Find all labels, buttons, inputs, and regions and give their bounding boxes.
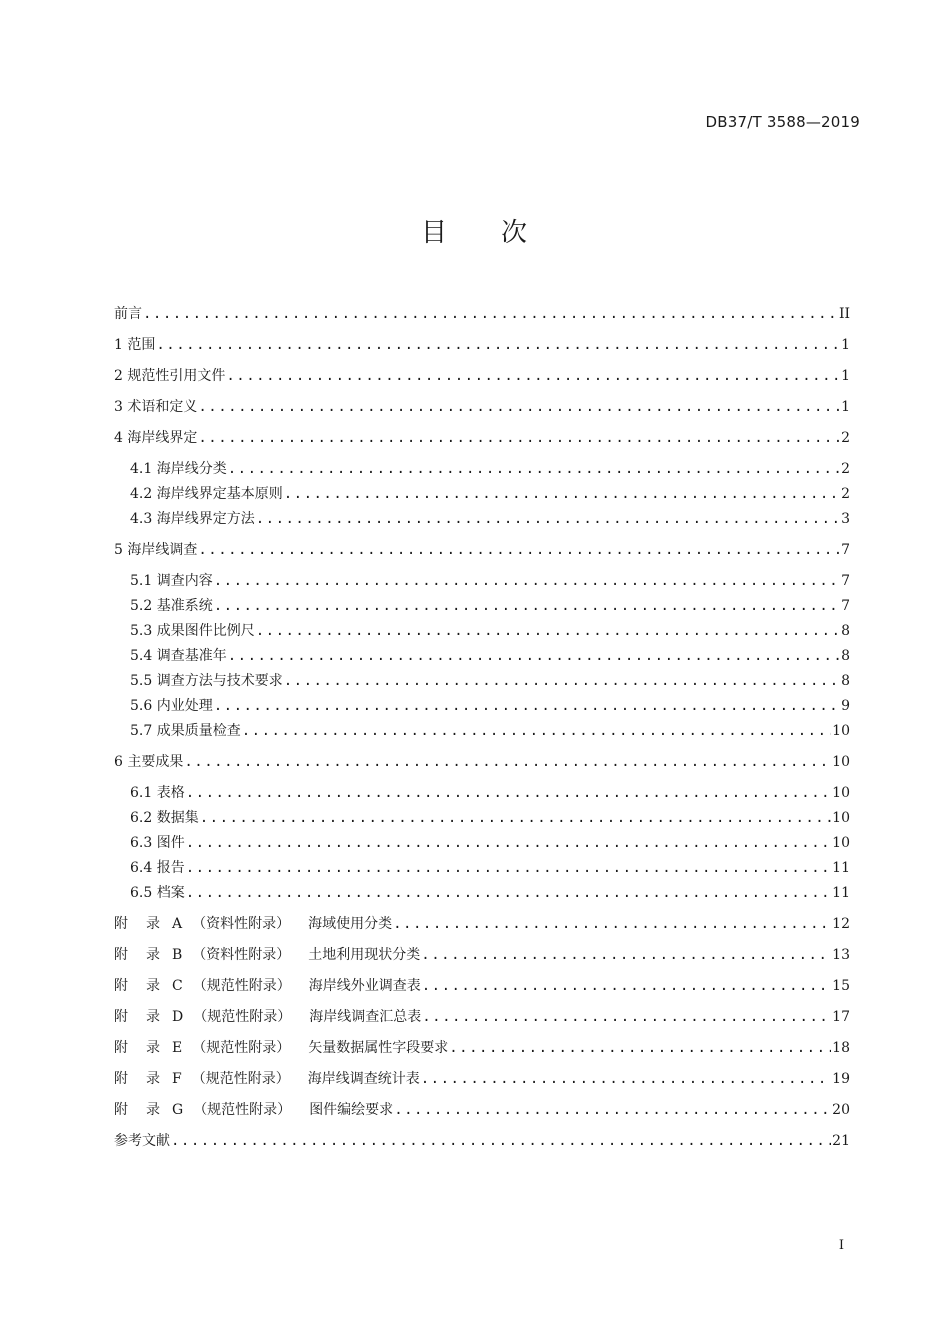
dot-leader [214, 696, 840, 716]
toc-entry-6-2[interactable] [130, 808, 850, 828]
toc-entry-4-1[interactable] [130, 459, 850, 479]
toc-label: 1 范围 [114, 337, 156, 353]
toc-page: 20 [832, 1102, 850, 1118]
toc-entry-foreword[interactable] [114, 304, 850, 324]
toc-label: 2 规范性引用文件 [114, 368, 226, 384]
appendix-word-2: 录 [146, 916, 160, 932]
appendix-word-1: 附 [114, 978, 128, 994]
toc-page: 12 [832, 916, 850, 932]
toc-label: 6.1 表格 [130, 785, 185, 801]
dot-leader [198, 540, 840, 560]
dot-leader [200, 808, 831, 828]
appendix-word-1: 附 [114, 1102, 128, 1118]
dot-leader [228, 646, 840, 666]
toc-page: 10 [832, 754, 850, 770]
toc-entry-appendix-a[interactable] [114, 914, 850, 934]
toc-entry-5[interactable] [114, 540, 850, 560]
appendix-word-2: 录 [146, 978, 160, 994]
dot-leader [394, 1100, 831, 1120]
dot-leader [256, 509, 840, 529]
appendix-kind: （规范性附录） [192, 1040, 291, 1056]
toc-entry-appendix-d[interactable] [114, 1007, 850, 1027]
toc-page: 1 [841, 399, 850, 415]
dot-leader [256, 621, 840, 641]
appendix-title: 海岸线外业调查表 [308, 978, 421, 994]
toc-page: 2 [841, 461, 850, 477]
toc-page: II [838, 306, 850, 322]
toc-entry-6-4[interactable] [130, 858, 850, 878]
title-char-1: 目 [420, 218, 449, 248]
appendix-kind: （资料性附录） [192, 947, 291, 963]
appendix-heading [114, 1069, 420, 1089]
dot-leader [184, 752, 831, 772]
toc-label: 5 海岸线调查 [114, 542, 198, 558]
page-number: I [838, 1238, 844, 1253]
toc-entry-5-3[interactable] [130, 621, 850, 641]
toc-page: 7 [841, 598, 850, 614]
dot-leader [421, 1069, 831, 1089]
toc-label: 5.5 调查方法与技术要求 [130, 673, 283, 689]
toc-entry-6[interactable] [114, 752, 850, 772]
toc-page: 15 [832, 978, 850, 994]
toc-page: 11 [832, 860, 850, 876]
toc-label: 前言 [114, 306, 142, 322]
dot-leader [186, 883, 831, 903]
dot-leader [226, 366, 840, 386]
toc-page: 13 [832, 947, 850, 963]
dot-leader [284, 484, 840, 504]
dot-leader [214, 596, 840, 616]
toc-page: 10 [832, 835, 850, 851]
dot-leader [284, 671, 840, 691]
appendix-word-2: 录 [146, 1071, 160, 1087]
toc-label: 6 主要成果 [114, 754, 184, 770]
toc-label: 3 术语和定义 [114, 399, 198, 415]
appendix-kind: （资料性附录） [192, 916, 291, 932]
toc-page: 9 [841, 698, 850, 714]
dot-leader [186, 858, 831, 878]
appendix-kind: （规范性附录） [192, 978, 291, 994]
toc-page: 17 [832, 1009, 850, 1025]
dot-leader [422, 976, 831, 996]
toc-label: 4.2 海岸线界定基本原则 [130, 486, 283, 502]
dot-leader [449, 1038, 831, 1058]
dot-leader [393, 914, 831, 934]
toc-page: 21 [832, 1133, 850, 1149]
appendix-word-1: 附 [114, 1009, 128, 1025]
appendix-word-1: 附 [114, 1040, 128, 1056]
toc-label: 6.3 图件 [130, 835, 185, 851]
appendix-title: 矢量数据属性字段要求 [308, 1040, 449, 1056]
dot-leader [242, 721, 831, 741]
toc-page: 1 [841, 337, 850, 353]
appendix-heading [114, 945, 420, 965]
toc-label: 5.4 调查基准年 [130, 648, 227, 664]
toc-entry-5-1[interactable] [130, 571, 850, 591]
document-code: DB37/T 3588—2019 [705, 113, 860, 131]
toc-label: 4 海岸线界定 [114, 430, 198, 446]
toc-page: 19 [832, 1071, 850, 1087]
appendix-title: 海岸线调查统计表 [307, 1071, 420, 1087]
toc-entry-6-5[interactable] [130, 883, 850, 903]
toc-page: 18 [832, 1040, 850, 1056]
toc-entry-references[interactable] [114, 1131, 850, 1151]
toc-entry-appendix-c[interactable] [114, 976, 850, 996]
appendix-word-1: 附 [114, 916, 128, 932]
toc-entry-5-6[interactable] [130, 696, 850, 716]
dot-leader [228, 459, 840, 479]
appendix-kind: （规范性附录） [191, 1071, 290, 1087]
toc-entry-5-4[interactable] [130, 646, 850, 666]
toc-page: 10 [832, 810, 850, 826]
appendix-word-2: 录 [146, 1040, 160, 1056]
toc-page: 8 [841, 648, 850, 664]
toc-entry-6-3[interactable] [130, 833, 850, 853]
dot-leader [422, 1007, 831, 1027]
appendix-title: 土地利用现状分类 [308, 947, 421, 963]
toc-page: 10 [832, 723, 850, 739]
appendix-letter: F [172, 1071, 182, 1087]
toc-entry-5-5[interactable] [130, 671, 850, 691]
toc-entry-4-2[interactable] [130, 484, 850, 504]
appendix-letter: D [172, 1009, 184, 1025]
dot-leader [171, 1131, 831, 1151]
appendix-heading [114, 914, 392, 934]
appendix-letter: G [172, 1102, 184, 1118]
toc-entry-2[interactable] [114, 366, 850, 386]
toc-page: 7 [841, 542, 850, 558]
toc-entry-1[interactable] [114, 335, 850, 355]
toc-label: 参考文献 [114, 1133, 170, 1149]
appendix-word-2: 录 [146, 947, 160, 963]
toc-page: 1 [841, 368, 850, 384]
toc-label: 6.2 数据集 [130, 810, 199, 826]
toc-label: 5.7 成果质量检查 [130, 723, 241, 739]
appendix-word-2: 录 [146, 1102, 160, 1118]
appendix-title: 海域使用分类 [308, 916, 393, 932]
dot-leader [198, 397, 840, 417]
toc-entry-appendix-e[interactable] [114, 1038, 850, 1058]
appendix-heading [114, 1100, 393, 1120]
toc-label: 6.5 档案 [130, 885, 185, 901]
toc-label: 5.1 调查内容 [130, 573, 213, 589]
toc-label: 5.6 内业处理 [130, 698, 213, 714]
toc-page: 7 [841, 573, 850, 589]
toc-entry-appendix-g[interactable] [114, 1100, 850, 1120]
dot-leader [186, 783, 831, 803]
toc-page: 11 [832, 885, 850, 901]
appendix-letter: B [172, 947, 183, 963]
dot-leader [186, 833, 831, 853]
appendix-heading [114, 976, 421, 996]
appendix-letter: E [172, 1040, 183, 1056]
appendix-title: 海岸线调查汇总表 [309, 1009, 422, 1025]
toc-label: 4.3 海岸线界定方法 [130, 511, 255, 527]
dot-leader [143, 304, 838, 324]
dot-leader [156, 335, 840, 355]
appendix-heading [114, 1038, 448, 1058]
toc-page: 2 [841, 486, 850, 502]
appendix-heading [114, 1007, 421, 1027]
toc-entry-5-2[interactable] [130, 596, 850, 616]
appendix-kind: （规范性附录） [193, 1009, 292, 1025]
toc-page: 8 [841, 673, 850, 689]
dot-leader [421, 945, 831, 965]
appendix-word-1: 附 [114, 1071, 128, 1087]
toc-label: 5.3 成果图件比例尺 [130, 623, 255, 639]
toc-label: 4.1 海岸线分类 [130, 461, 227, 477]
dot-leader [198, 428, 840, 448]
toc-entry-6-1[interactable] [130, 783, 850, 803]
toc-page: 8 [841, 623, 850, 639]
toc-label: 6.4 报告 [130, 860, 185, 876]
title-char-2: 次 [501, 218, 530, 248]
toc-entry-appendix-f[interactable] [114, 1069, 850, 1089]
appendix-letter: A [172, 916, 183, 932]
toc-entry-3[interactable] [114, 397, 850, 417]
toc-entry-4-3[interactable] [130, 509, 850, 529]
appendix-word-2: 录 [146, 1009, 160, 1025]
toc-entry-appendix-b[interactable] [114, 945, 850, 965]
dot-leader [214, 571, 840, 591]
appendix-letter: C [172, 978, 183, 994]
appendix-word-1: 附 [114, 947, 128, 963]
appendix-title: 图件编绘要求 [309, 1102, 394, 1118]
toc-entry-5-7[interactable] [130, 721, 850, 741]
toc-label: 5.2 基准系统 [130, 598, 213, 614]
appendix-kind: （规范性附录） [193, 1102, 292, 1118]
toc-page: 3 [841, 511, 850, 527]
toc-page: 2 [841, 430, 850, 446]
toc-entry-4[interactable] [114, 428, 850, 448]
toc-page: 10 [832, 785, 850, 801]
